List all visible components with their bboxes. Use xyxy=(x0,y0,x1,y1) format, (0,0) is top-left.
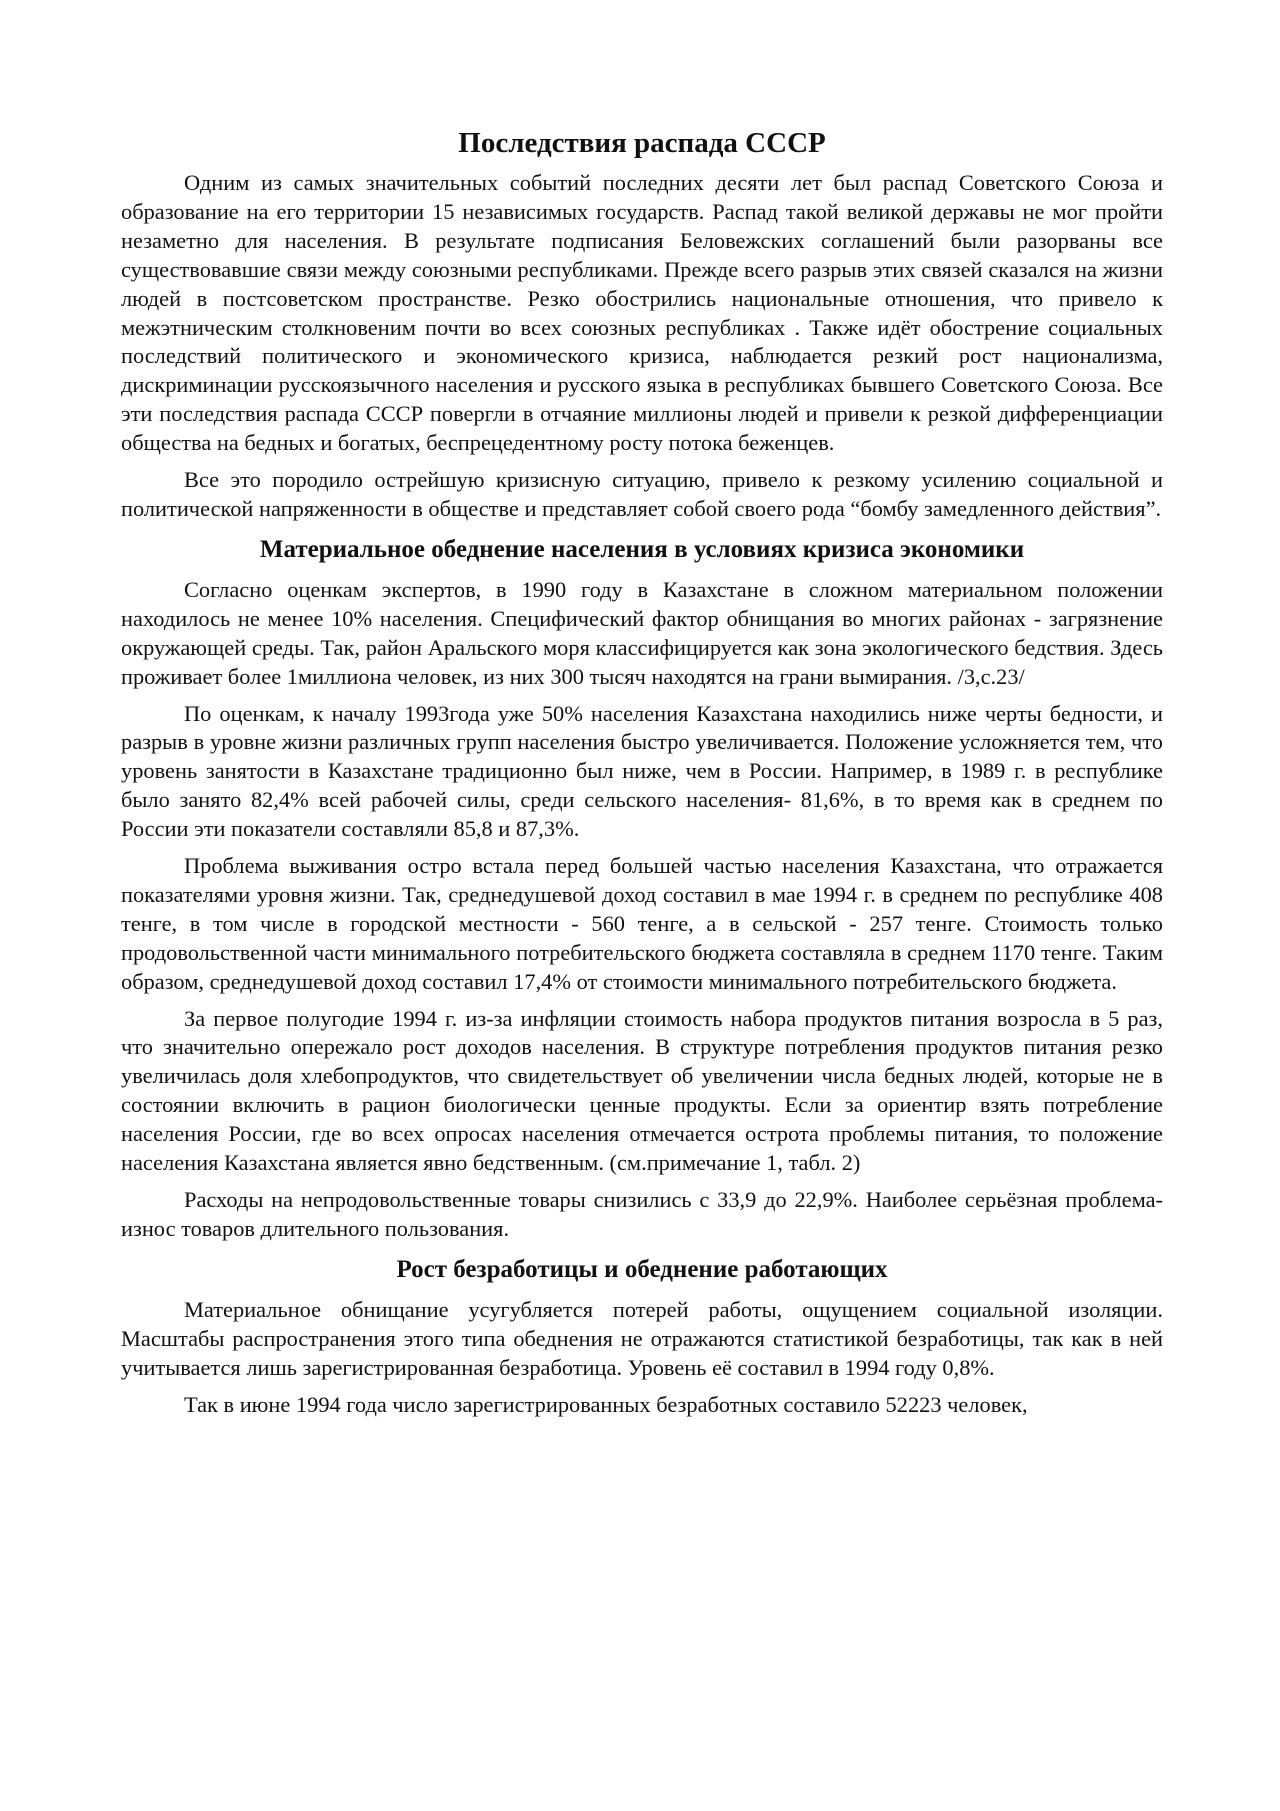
section-heading: Материальное обеднение населения в условиях кризиса экономики xyxy=(259,535,1025,563)
paragraph: За первое полугодие 1994 г. из-за инфляции стоимость набора продуктов питания возросла в 5 раз, что значительно опережало рост доходов населения. В структуре потребления продуктов питания резко увеличилась доля хлебопродуктов, что свидетельствует об увеличении числа бедных людей, которые не в состоянии включить в рацион биологически ценные продукты. Если за ориентир взять потребление населения России, где во всех опросах населения отмечается острота проблемы питания, то положение населения Казахстана является явно бедственным. (см.примечание 1, табл. 2) xyxy=(121,1005,1163,1176)
paragraph: Проблема выживания остро встала перед большей частью населения Казахстана, что отражается показателями уровня жизни. Так, среднедушевой доход составил в мае 1994 г. в среднем по республике 408 тенге, в том числе в городской местности - 560 тенге, а в сельской - 257 тенге. Стоимость только продовольственной части минимального потребительского бюджета составляла в среднем 1170 тенге. Таким образом, среднедушевой доход составил 17,4% от стоимости минимального потребительского бюджета. xyxy=(121,853,1163,994)
paragraph: Материальное обнищание усугубляется потерей работы, ощущением социальной изоляции. Масштабы распространения этого типа обеднения не отражаются статистикой безработицы, так как в ней учитывается лишь зарегистрированная безработица. Уровень её составил в 1994 году 0,8%. xyxy=(121,1296,1163,1380)
section-heading: Рост безработицы и обеднение работающих xyxy=(396,1255,888,1283)
paragraph: По оценкам, к началу 1993года уже 50% населения Казахстана находились ниже черты бедности, и разрыв в уровне жизни различных групп населения быстро увеличивается. Положение усложняется тем, что уровень занятости в Казахстане традиционно был ниже, чем в России. Например, в 1989 г. в республике было занято 82,4% всей рабочей силы, среди сельского населения- 81,6%, в то время как в среднем по России эти показатели составляли 85,8 и 87,3%. xyxy=(121,700,1163,842)
paragraph: Согласно оценкам экспертов, в 1990 году в Казахстане в сложном материальном положении находилось не менее 10% населения. Специфический фактор обнищания во многих районах - загрязнение окружающей среды. Так, район Аральского моря классифицируется как зона экологического бедствия. Здесь проживает более 1миллиона человек, из них 300 тысяч находятся на грани вымирания. /3,с.23/ xyxy=(121,576,1163,689)
document-page xyxy=(121,118,1163,1427)
paragraph: Все это породило острейшую кризисную ситуацию, привело к резкому усилению социальной и политической напряженности в обществе и представляет собой своего рода “бомбу замедленного действия”. xyxy=(121,467,1163,521)
section-material-poverty xyxy=(121,534,1163,1244)
section-intro xyxy=(121,169,1163,524)
paragraph: Расходы на непродовольственные товары снизились с 33,9 до 22,9%. Наиболее серьёзная проблема- износ товаров длительного пользования. xyxy=(121,1187,1163,1241)
paragraph: Так в июне 1994 года число зарегистрированных безработных составило 52223 человек, xyxy=(184,1391,1028,1417)
section-unemployment xyxy=(121,1254,1163,1420)
paragraph: Одним из самых значительных событий последних десяти лет был распад Советского Союза и образование на его территории 15 независимых государств. Распад такой великой державы не мог пройти незаметно для населения. В результате подписания Беловежских соглашений были разорваны все существовавшие связи между союзными республиками. Прежде всего разрыв этих связей сказался на жизни людей в постсоветском пространстве. Резко обострились национальные отношения, что привело к межэтническим столкновеним почти во всех союзных республиках . Также идёт обострение социальных последствий политического и экономического кризиса, наблюдается резкий рост национализма, дискриминации русскоязычного населения и русского языка в республиках бывшего Советского Союза. Все эти последствия распада СССР повергли в отчаяние миллионы людей и привели к резкой дифференциации общества на бедных и богатых, беспрецедентному росту потока беженцев. xyxy=(121,170,1163,456)
document-title: Последствия распада СССР xyxy=(458,127,826,159)
